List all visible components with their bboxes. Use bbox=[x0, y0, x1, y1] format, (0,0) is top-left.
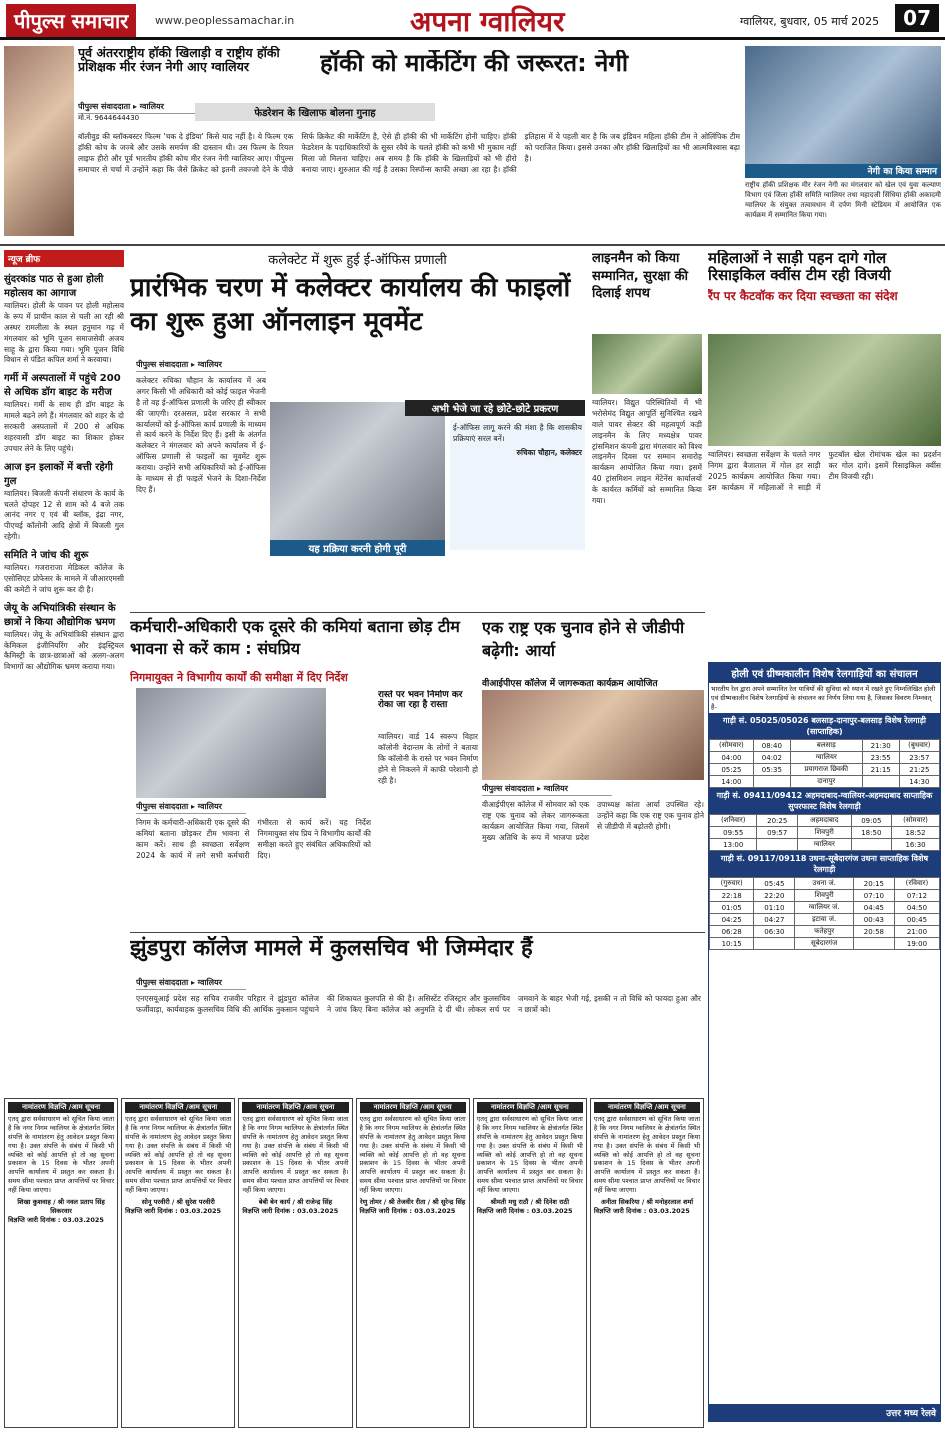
schedule-cell: शिवपुरी bbox=[795, 890, 853, 902]
schedule-cell: 09:55 bbox=[710, 827, 757, 839]
union-photo bbox=[136, 688, 326, 798]
schedule-row bbox=[710, 764, 940, 776]
schedule-row bbox=[710, 827, 940, 839]
honor-photo bbox=[745, 46, 941, 176]
college-byline: पीपुल्स संवाददाता ▸ ग्वालियर bbox=[136, 976, 246, 990]
schedule-cell: अहमदाबाद bbox=[797, 815, 851, 827]
notice-date: विज्ञप्ति जारी दिनांक : 03.03.2025 bbox=[125, 1207, 222, 1216]
schedule-cell: 13:00 bbox=[710, 839, 757, 851]
schedule-row bbox=[710, 815, 940, 827]
top-headline-left: पूर्व अंतरराष्ट्रीय हॉकी खिलाड़ी व राष्ट्रीय हॉकी प्रशिक्षक मीर रंजन नेगी आए ग्वालियर bbox=[78, 46, 280, 75]
schedule-cell: 14:00 bbox=[710, 776, 754, 788]
schedule-cell: 06:30 bbox=[754, 926, 795, 938]
sports-headline: महिलाओं ने साड़ी पहन दागे गोल रिसाइकिल क्वींस टीम रही विजयी रैंप पर कैटवॉक कर दिया स्वच्छता का संदेश bbox=[708, 250, 898, 303]
honor-caption-body: राष्ट्रीय हॉकी प्रशिक्षक मीर रंजन नेगी का मंगलवार को खेल एवं युवा कल्याण विभाग एवं जिला हॉकी समिति ग्वालियर तथा महादजी सिंधिया हॉकी अकादमी ग्वालियर के संयुक्त तत्वावधान में दर्पण मिनी स्टेडियम में आयोजित एक कार्यक्रम में सम्मानित किया गया। bbox=[745, 181, 941, 220]
schedule-cell: इटावा जं. bbox=[795, 914, 853, 926]
schedule-cell: उधना जं. bbox=[795, 878, 853, 890]
top-subhead: फेडरेशन के खिलाफ बोलना गुनाह bbox=[195, 103, 435, 121]
sports-photo bbox=[708, 334, 941, 446]
train-schedule-table bbox=[709, 814, 940, 851]
eoffice-kicker: कलेक्टेट में शुरू हुई ई-ऑफिस प्रणाली bbox=[268, 253, 447, 268]
schedule-cell bbox=[753, 776, 790, 788]
news-brief-item bbox=[4, 600, 124, 674]
schedule-cell: 01:05 bbox=[710, 902, 754, 914]
schedule-cell: (सोमवार) bbox=[892, 815, 940, 827]
schedule-cell: 00:43 bbox=[853, 914, 894, 926]
schedule-cell: ग्वालियर जं. bbox=[795, 902, 853, 914]
notice-body: एतद् द्वारा सर्वसाधारण को सूचित किया जाता है कि नगर निगम ग्वालियर के क्षेत्रांतर्गत स्थित संपत्ति के नामांतरण हेतु आवेदन प्रस्तुत किया गया है। उक्त संपत्ति के संबंध में किसी भी व्यक्ति को कोई आपत्ति हो तो वह सूचना प्रकाशन के 15 दिवस के भीतर अपनी आपत्ति कार्यालय में प्रस्तुत कर सकता है। समय सीमा पश्चात प्राप्त आपत्तियों पर विचार नहीं किया जाएगा। bbox=[593, 1115, 701, 1194]
schedule-cell: 20:25 bbox=[757, 815, 798, 827]
election-headline: एक राष्ट्र एक चुनाव होने से जीडीपी बढ़ेगी: आर्या bbox=[482, 618, 685, 661]
eoffice-quote: ई-ऑफिस लागू करने की मंशा है कि शासकीय प्रक्रियाएं सरल बनें। रुचिका चौहान, कलेक्टर bbox=[450, 420, 585, 550]
schedule-cell: (बुधवार) bbox=[899, 740, 939, 752]
schedule-cell bbox=[754, 938, 795, 950]
schedule-cell: 19:00 bbox=[894, 938, 939, 950]
college-headline: झुंडपुरा कॉलेज मामले में कुलसचिव भी जिम्मेदार हैं bbox=[130, 936, 533, 961]
schedule-cell: ग्वालियर bbox=[790, 752, 862, 764]
schedule-cell: 18:52 bbox=[892, 827, 940, 839]
schedule-cell: 08:40 bbox=[753, 740, 790, 752]
schedule-cell: 04:02 bbox=[753, 752, 790, 764]
notice-title: नामांतरण विज्ञप्ति /आम सूचना bbox=[242, 1102, 348, 1113]
schedule-cell: फतेहपुर bbox=[795, 926, 853, 938]
election-subhead: वीआईपीएस कॉलेज में जागरूकता कार्यक्रम आयोजित bbox=[482, 679, 658, 688]
eoffice-photo bbox=[270, 402, 445, 552]
union-headline: कर्मचारी-अधिकारी एक दूसरे की कमियां बताना छोड़ टीम भावना से करें काम : संघप्रिय bbox=[130, 617, 460, 658]
eoffice-photo-caption: यह प्रक्रिया करनी होगी पूरी bbox=[270, 540, 445, 556]
schedule-row bbox=[710, 740, 940, 752]
schedule-cell bbox=[853, 938, 894, 950]
eoffice-body: कलेक्टर रुचिका चौहान के कार्यालय में अब अगर किसी भी अधिकारी को कोई फाइल भेजनी है तो वह ई-ऑफिस प्रणाली के जरिए ही स्वीकार की जाएगी। दरअसल, प्रदेश सरकार ने सभी कार्यालयों को ई-ऑफिस कार्य प्रणाली के माध्यम से कार्य करने के निर्देश दिए हैं। इसी के अंतर्गत कलेक्टर ने मंगलवार को अपने कार्यालय में ई-ऑफिस प्रणाली से फाइलों का मूवमेंट शुरू कराया। उन्होंने सभी अधिकारियों को ई-ऑफिस के माध्यम से ही फाइलें भेजने के दिशा-निर्देश दिए हैं। bbox=[136, 376, 266, 494]
eoffice-side-heading: अभी भेजे जा रहे छोटे-छोटे प्रकरण bbox=[405, 400, 585, 416]
eoffice-headline: प्रारंभिक चरण में कलेक्टर कार्यालय की फाइलों का शुरू हुआ ऑनलाइन मूवमेंट bbox=[130, 273, 571, 337]
schedule-cell: 04:25 bbox=[710, 914, 754, 926]
news-brief-column bbox=[4, 250, 124, 1090]
issue-date: ग्वालियर, बुधवार, 05 मार्च 2025 bbox=[740, 15, 880, 28]
schedule-cell: 00:45 bbox=[894, 914, 939, 926]
divider bbox=[130, 612, 705, 613]
divider bbox=[0, 244, 945, 246]
schedule-cell: 10:15 bbox=[710, 938, 754, 950]
schedule-row bbox=[710, 926, 940, 938]
notice-body: एतद् द्वारा सर्वसाधारण को सूचित किया जाता है कि नगर निगम ग्वालियर के क्षेत्रांतर्गत स्थित संपत्ति के नामांतरण हेतु आवेदन प्रस्तुत किया गया है। उक्त संपत्ति के संबंध में किसी भी व्यक्ति को कोई आपत्ति हो तो वह सूचना प्रकाशन के 15 दिवस के भीतर अपनी आपत्ति कार्यालय में प्रस्तुत कर सकता है। समय सीमा पश्चात प्राप्त आपत्तियों पर विचार नहीं किया जाएगा। bbox=[476, 1115, 583, 1194]
section-title: अपना ग्वालियर bbox=[410, 5, 565, 38]
notice-body: एतद् द्वारा सर्वसाधारण को सूचित किया जाता है कि नगर निगम ग्वालियर के क्षेत्रांतर्गत स्थित संपत्ति के नामांतरण हेतु आवेदन प्रस्तुत किया गया है। उक्त संपत्ति के संबंध में किसी भी व्यक्ति को कोई आपत्ति हो तो वह सूचना प्रकाशन के 15 दिवस के भीतर अपनी आपत्ति कार्यालय में प्रस्तुत कर सकता है। समय सीमा पश्चात प्राप्त आपत्तियों पर विचार नहीं किया जाएगा। bbox=[359, 1115, 466, 1194]
schedule-cell: (शनिवार) bbox=[710, 815, 757, 827]
notice-box bbox=[4, 1098, 118, 1428]
notice-signature: सोनू परवीरी / श्री सुरेश परवीरी bbox=[141, 1198, 215, 1207]
notice-title: नामांतरण विज्ञप्ति /आम सूचना bbox=[360, 1102, 466, 1113]
notice-title: नामांतरण विज्ञप्ति /आम सूचना bbox=[594, 1102, 700, 1113]
notice-box bbox=[473, 1098, 587, 1428]
masthead bbox=[0, 0, 945, 40]
schedule-cell: 23:55 bbox=[862, 752, 899, 764]
schedule-row bbox=[710, 890, 940, 902]
notice-box bbox=[238, 1098, 352, 1428]
train-schedule-table bbox=[709, 877, 940, 950]
schedule-cell: 09:57 bbox=[757, 827, 798, 839]
schedule-cell: 09:05 bbox=[851, 815, 892, 827]
schedule-row bbox=[710, 776, 940, 788]
top-headline-right: हॉकी को मार्केटिंग की जरूरत: नेगी bbox=[320, 50, 629, 77]
top-story-body: बॉलीवुड की ब्लॉकबस्टर फिल्म 'चक दे इंडिया' किसे याद नहीं है। ये फिल्म एक हॉकी कोच के जज्बे और उसके समर्पण की दास्तान थी। उस फिल्म के रियल लाइफ हीरो और पूर्व भारतीय हॉकी कोच मीर रंजन नेगी ग्वालियर आए। पीपुल्स समाचार से चर्चा में उन्होंने कहा कि जैसे क्रिकेट को इतनी तवज्जो देने के पीछे सिर्फ क्रिकेट की मार्केटिंग है, ऐसे ही हॉकी की भी मार्केटिंग होनी चाहिए। हॉकी फेडरेशन के पदाधिकारियों के सुस्त रवैये के चलते हॉकी को कभी भी मुकाम नहीं मिला जो मिलना चाहिए। अब समय है कि हॉकी के खिलाड़ियों को भी हीरो बनाया जाए। शुरुआत की गई है उसका रिस्पॉन्स काफी अच्छा आ रहा है। हॉकी इतिहास में ये पहली बार है कि जब इंडियन महिला हॉकी टीम ने ओलिंपिक टीम को पराजित किया। इससे उनका और हॉकी खिलाड़ियों का भी आत्मविश्वास बढ़ा है। bbox=[78, 132, 740, 174]
news-brief-headline: समिति ने जांच की शुरू bbox=[4, 550, 89, 561]
schedule-cell bbox=[862, 776, 899, 788]
schedule-cell: 06:28 bbox=[710, 926, 754, 938]
lineman-body: ग्वालियर। विद्युत परिस्थितियों में भी भरोसेमंद विद्युत आपूर्ति सुनिश्चित रखने वाले पावर सेक्टर की महत्वपूर्ण कड़ी लाइनमैन के लिए मध्यक्षेत्र पावर ट्रांसमिशन कंपनी द्वारा मंगलवार को विश्व लाइनमैन दिवस पर सम्मान समारोह कार्यक्रम आयोजित किया गया। इसमें 40 ट्रांसमिशन लाइन मेंटेनेंस कार्यालयों के कार्यरत कर्मियों को सम्मानित किया गया। bbox=[592, 398, 702, 505]
divider bbox=[130, 932, 705, 933]
schedule-cell: 04:50 bbox=[894, 902, 939, 914]
notice-box bbox=[121, 1098, 235, 1428]
notice-body: एतद् द्वारा सर्वसाधारण को सूचित किया जाता है कि नगर निगम ग्वालियर के क्षेत्रांतर्गत स्थित संपत्ति के नामांतरण हेतु आवेदन प्रस्तुत किया गया है। उक्त संपत्ति के संबंध में किसी भी व्यक्ति को कोई आपत्ति हो तो वह सूचना प्रकाशन के 15 दिवस के भीतर अपनी आपत्ति कार्यालय में प्रस्तुत कर सकता है। समय सीमा पश्चात प्राप्त आपत्तियों पर विचार नहीं किया जाएगा। bbox=[8, 1115, 115, 1194]
schedule-cell: 04:45 bbox=[853, 902, 894, 914]
notice-signature: रेणु तोमर / श्री तेजवीर रीता / श्री सुरेन्द्र सिंह bbox=[359, 1198, 466, 1207]
notice-box bbox=[590, 1098, 704, 1428]
schedule-row bbox=[710, 914, 940, 926]
union-byline: पीपुल्स संवाददाता ▸ ग्वालियर bbox=[136, 800, 246, 814]
schedule-cell: 14:30 bbox=[899, 776, 939, 788]
website-link[interactable]: www.peoplessamachar.in bbox=[155, 14, 295, 27]
schedule-cell: (रविवार) bbox=[894, 878, 939, 890]
schedule-cell: 22:20 bbox=[754, 890, 795, 902]
schedule-row bbox=[710, 752, 940, 764]
newspaper-logo[interactable]: पीपुल्स समाचार bbox=[6, 4, 136, 37]
news-brief-item bbox=[4, 370, 124, 454]
schedule-cell: 20:58 bbox=[853, 926, 894, 938]
election-body: वीआईपीएस कॉलेज में सोमवार को एक राष्ट्र एक चुनाव को लेकर जागरूकता कार्यक्रम आयोजित किया गया, जिसमें मुख्य अतिथि के रूप में भाजपा प्रदेश उपाध्यक्ष कांता आर्या उपस्थित रहे। उन्होंने कहा कि एक राष्ट्र एक चुनाव होने से जीडीपी में बढ़ोतरी होगी। bbox=[482, 800, 704, 842]
schedule-cell: ग्वालियर bbox=[797, 839, 851, 851]
news-brief-headline: आज इन इलाकों में बत्ती रहेगी गुल bbox=[4, 461, 113, 487]
schedule-row bbox=[710, 839, 940, 851]
notice-title: नामांतरण विज्ञप्ति /आम सूचना bbox=[477, 1102, 583, 1113]
eoffice-byline: पीपुल्स संवाददाता ▸ ग्वालियर bbox=[136, 358, 266, 372]
schedule-cell: दानापुर bbox=[790, 776, 862, 788]
schedule-cell: 01:10 bbox=[754, 902, 795, 914]
notice-signature: शिखा कुशवाह / श्री नवल प्रताप सिंह सिकरवार bbox=[17, 1198, 105, 1216]
schedule-cell: 21:30 bbox=[862, 740, 899, 752]
schedule-cell: 18:50 bbox=[851, 827, 892, 839]
lineman-headline: लाइनमैन को किया सम्मानित, सुरक्षा की दिलाई शपथ bbox=[592, 251, 688, 302]
news-brief-body: ग्वालियर। जेयू के अभियांत्रिकी संस्थान द्वारा केमिकल इंजीनियरिंग और इंड्स्ट्रियल कैमिस्ट्री के छात्र-छात्राओं को अलग-अलग विभागों का औद्योगिक भ्रमण कराया गया। bbox=[4, 629, 124, 672]
train-name: गाड़ी सं. 05025/05026 बलसाड़-दानापुर-बलसाड़ विशेष रेलगाड़ी (साप्ताहिक) bbox=[709, 713, 940, 739]
train-schedule-table bbox=[709, 739, 940, 788]
schedule-row bbox=[710, 878, 940, 890]
schedule-cell bbox=[757, 839, 798, 851]
notice-title: नामांतरण विज्ञप्ति /आम सूचना bbox=[8, 1102, 114, 1113]
news-brief-body: ग्वालियर। बिजली कंपनी संधारण के कार्य के चलते दोपहर 12 से शाम को 4 बजे तक आनंद नगर ए एवं बी ब्लॉक, इंद्रा नगर, पीएचई कॉलोनी आदि क्षेत्रों में बिजली गुल रहेगी। bbox=[4, 488, 124, 542]
schedule-cell: 04:00 bbox=[710, 752, 754, 764]
schedule-cell: शिवपुरी bbox=[797, 827, 851, 839]
schedule-cell: 07:12 bbox=[894, 890, 939, 902]
notice-signature: श्रीमती मधु राठौ / श्री दिनेश राठी bbox=[490, 1198, 569, 1207]
schedule-cell: बलसाड़ bbox=[790, 740, 862, 752]
schedule-cell: 05:25 bbox=[710, 764, 754, 776]
news-brief-title: न्यूज ब्रीफ bbox=[4, 250, 124, 267]
train-name: गाड़ी सं. 09117/09118 उधना-सूबेदारगंज उधना साप्ताहिक विशेष रेलगाड़ी bbox=[709, 851, 940, 877]
rail-footer: उत्तर मध्य रेलवे bbox=[709, 1404, 940, 1421]
schedule-cell: 07:10 bbox=[853, 890, 894, 902]
schedule-cell: 16:30 bbox=[892, 839, 940, 851]
schedule-cell: (सोमवार) bbox=[710, 740, 754, 752]
schedule-cell: 04:27 bbox=[754, 914, 795, 926]
schedule-cell: 05:35 bbox=[753, 764, 790, 776]
schedule-cell: 05:45 bbox=[754, 878, 795, 890]
college-body: एनएसयूआई प्रदेश सह सचिव राजवीर परिहार ने झुंडपुरा कॉलेज फर्जीवाड़ा, कार्यवाहक कुलसचिव विधि की आर्थिक नुकसान पहुंचाने की शिकायत कुलपति से की है। असिस्टेंट रजिस्ट्रार और कुलसचिव ने जांच किए बिना कॉलेज को अनुमति दे दी थी। लोकल सर्च पर जमवाने के बाहर भेजी गई, इसकी न तो विधि को फायदा हुआ और न छात्रों को। bbox=[136, 994, 701, 1014]
rail-advert: होली एवं ग्रीष्मकालीन विशेष रेलगाड़ियों का संचालन भारतीय रेल द्वारा अपने सम्मानित रेल यात्रियों की सुविधा को ध्यान में रखते हुए निम्नलिखित होली एवं ग्रीष्मकालीन विशेष रेलगाड़ियों के संचालन का निर्णय लिया गया है, जिसका विवरण निम्नवत् है- गाड़ी सं. 05025/05026 बलसाड़-दानापुर-बलसाड़ विशेष रेलगाड़ी (साप्ताहिक) (सोमवार) 08:40 बलसाड़ 21:30 (बुधवार) 04:00 04:02 ग्वालियर 23:55 23:57 05:25 05:35 प्रयागराज छिवकी 21:15 21:25 14:00 दानापुर 14:30 गाड़ी सं. 09411/09412 अहमदाबाद-ग्वालियर-अहमदाबाद साप्ताहिक सुपरफास्ट विशेष रेलगाड़ी (शनिवार) 20:25 अहमदाबाद 09:05 (सोमवार) 09:55 09:57 शिवपुरी 18:50 18:52 13:00 ग्वालियर 16:30 गाड़ी सं. 09117/09118 उधना-सूबेदारगंज उधना साप्ताहिक विशेष रेलगाड़ी (गुरुवार) 05:45 उधना जं. 20:15 (रविवार) 22:18 22:20 शिवपुरी 07:10 07:12 01:05 01:10 ग्वालियर जं. 04:45 04:50 04:25 04:27 इटावा जं. 00:43 00:45 06:28 06:30 फतेहपुर 20:58 21:00 10:15 सूबेदारगंज 19:00 उत्तर मध्य रेलवे bbox=[708, 662, 941, 1422]
union-side-heading: रास्ते पर भवन निर्माण कर रोका जा रहा है रास्ता bbox=[378, 690, 463, 711]
notice-body: एतद् द्वारा सर्वसाधारण को सूचित किया जाता है कि नगर निगम ग्वालियर के क्षेत्रांतर्गत स्थित संपत्ति के नामांतरण हेतु आवेदन प्रस्तुत किया गया है। उक्त संपत्ति के संबंध में किसी भी व्यक्ति को कोई आपत्ति हो तो वह सूचना प्रकाशन के 15 दिवस के भीतर अपनी आपत्ति कार्यालय में प्रस्तुत कर सकता है। समय सीमा पश्चात प्राप्त आपत्तियों पर विचार नहीं किया जाएगा। bbox=[242, 1115, 349, 1194]
news-brief-item bbox=[4, 547, 124, 596]
schedule-cell: (गुरुवार) bbox=[710, 878, 754, 890]
honor-caption: नेगी का किया सम्मान bbox=[745, 164, 941, 178]
news-brief-item bbox=[4, 271, 124, 366]
lineman-photo bbox=[592, 334, 702, 394]
schedule-cell: 21:00 bbox=[894, 926, 939, 938]
union-subhead: निगमायुक्त ने विभागीय कार्यों की समीक्षा में दिए निर्देश bbox=[130, 671, 348, 684]
top-byline: पीपुल्स संवाददाता ▸ ग्वालियर मो.नं. 9644644430 bbox=[78, 100, 218, 130]
notice-box bbox=[356, 1098, 470, 1428]
notice-body: एतद् द्वारा सर्वसाधारण को सूचित किया जाता है कि नगर निगम ग्वालियर के क्षेत्रांतर्गत स्थित संपत्ति के नामांतरण हेतु आवेदन प्रस्तुत किया गया है। उक्त संपत्ति के संबंध में किसी भी व्यक्ति को कोई आपत्ति हो तो वह सूचना प्रकाशन के 15 दिवस के भीतर अपनी आपत्ति कार्यालय में प्रस्तुत कर सकता है। समय सीमा पश्चात प्राप्त आपत्तियों पर विचार नहीं किया जाएगा। bbox=[125, 1115, 232, 1194]
news-brief-body: ग्वालियर। होली के पावन पर होली महोत्सव के रूप में प्राचीन काल से चली आ रही श्री अस्थर रामलीला के स्थल हनुमान गढ़ में मंगलवार को भूमि पूजन समाजसेवी अजय साहू के द्वारा किया गया। भूमि पूजन विधि विधान से पंडित कपिल शर्मा ने करवाया। bbox=[4, 301, 124, 365]
notice-date: विज्ञप्ति जारी दिनांक : 03.03.2025 bbox=[359, 1207, 456, 1216]
schedule-cell: 22:18 bbox=[710, 890, 754, 902]
train-name: गाड़ी सं. 09411/09412 अहमदाबाद-ग्वालियर-अहमदाबाद साप्ताहिक सुपरफास्ट विशेष रेलगाड़ी bbox=[709, 788, 940, 814]
public-notices bbox=[4, 1098, 704, 1428]
notice-signature: बेबी बेन कार्य / श्री राजेन्द्र सिंह bbox=[258, 1198, 333, 1207]
schedule-cell bbox=[851, 839, 892, 851]
election-byline: पीपुल्स संवाददाता ▸ ग्वालियर bbox=[482, 782, 612, 796]
union-side-body: ग्वालियर। वार्ड 14 स्वरूप विहार कॉलोनी वेदान्तम के लोगों ने बताया कि कॉलोनी के रास्ते पर भवन निर्माण होने से निकलने में काफी परेशानी हो रही है। bbox=[378, 732, 478, 785]
news-brief-body: ग्वालियर। गर्मी के साथ ही डॉग बाइट के मामले बढ़ने लगे हैं। मंगलवार को शहर के दो सरकारी अस्पतालों में 200 से अधिक शहरवासी डॉग बाइट का शिकार होकर उपचार लेने के लिए पहुंचे। bbox=[4, 400, 124, 453]
news-brief-headline: जेयू के अभियांत्रिकी संस्थान के छात्रों ने किया औद्योगिक भ्रमण bbox=[4, 602, 116, 628]
negi-portrait bbox=[4, 46, 74, 236]
news-brief-item bbox=[4, 459, 124, 543]
notice-date: विज्ञप्ति जारी दिनांक : 03.03.2025 bbox=[593, 1207, 690, 1216]
schedule-cell: 20:15 bbox=[853, 878, 894, 890]
election-photo bbox=[482, 690, 704, 780]
union-body: निगम के कर्मचारी-अधिकारी एक दूसरे की कमियां बताना छोड़कर टीम भावना से काम करें। साथ ही स्वच्छता सर्वेक्षण 2024 के कार्य में लगे सभी कर्मचारी गंभीरता से कार्य करें। यह निर्देश निगमायुक्त संघ प्रिय ने विभागीय कार्यों की समीक्षा करते हुए संबंधित अधिकारियों को दिए। bbox=[136, 818, 371, 860]
schedule-cell: प्रयागराज छिवकी bbox=[790, 764, 862, 776]
schedule-cell: सूबेदारगंज bbox=[795, 938, 853, 950]
news-brief-body: ग्वालियर। गजराराजा मेडिकल कॉलेज के एसोसिएट प्रोफेसर के मामले में जीआरएमसी की कमेटी ने जांच शुरू कर दी है। bbox=[4, 563, 124, 594]
page-number: 07 bbox=[895, 4, 939, 32]
schedule-row bbox=[710, 902, 940, 914]
schedule-cell: 21:15 bbox=[862, 764, 899, 776]
news-brief-headline: सुंदरकांड पाठ से हुआ होली महोत्सव का आगाज bbox=[4, 274, 104, 299]
schedule-row bbox=[710, 938, 940, 950]
notice-date: विज्ञप्ति जारी दिनांक : 03.03.2025 bbox=[476, 1207, 573, 1216]
notice-date: विज्ञप्ति जारी दिनांक : 03.03.2025 bbox=[242, 1207, 339, 1216]
notice-signature: अनीता सिकरिया / श्री मनोहरलाल शर्मा bbox=[600, 1198, 694, 1207]
schedule-cell: 23:57 bbox=[899, 752, 939, 764]
schedule-cell: 21:25 bbox=[899, 764, 939, 776]
notice-date: विज्ञप्ति जारी दिनांक : 03.03.2025 bbox=[8, 1215, 104, 1224]
news-brief-headline: गर्मी में अस्पतालों में पहुंचे 200 से अधिक डॉग बाइट के मरीज bbox=[4, 373, 121, 399]
notice-title: नामांतरण विज्ञप्ति /आम सूचना bbox=[125, 1102, 231, 1113]
sports-body: ग्वालियर। स्वच्छता सर्वेक्षण के चलते नगर निगम द्वारा बैजाताल में गोल हर साड़ी 2025 कार्यक्रम आयोजित किया गया। इस कार्यक्रम में महिलाओं ने साड़ी में फुटबॉल खेल रोमांचक खेल का प्रदर्शन कर गोल दागे। इसमें रिसाइकिल क्वींस टीम विजयी रही। bbox=[708, 450, 941, 492]
